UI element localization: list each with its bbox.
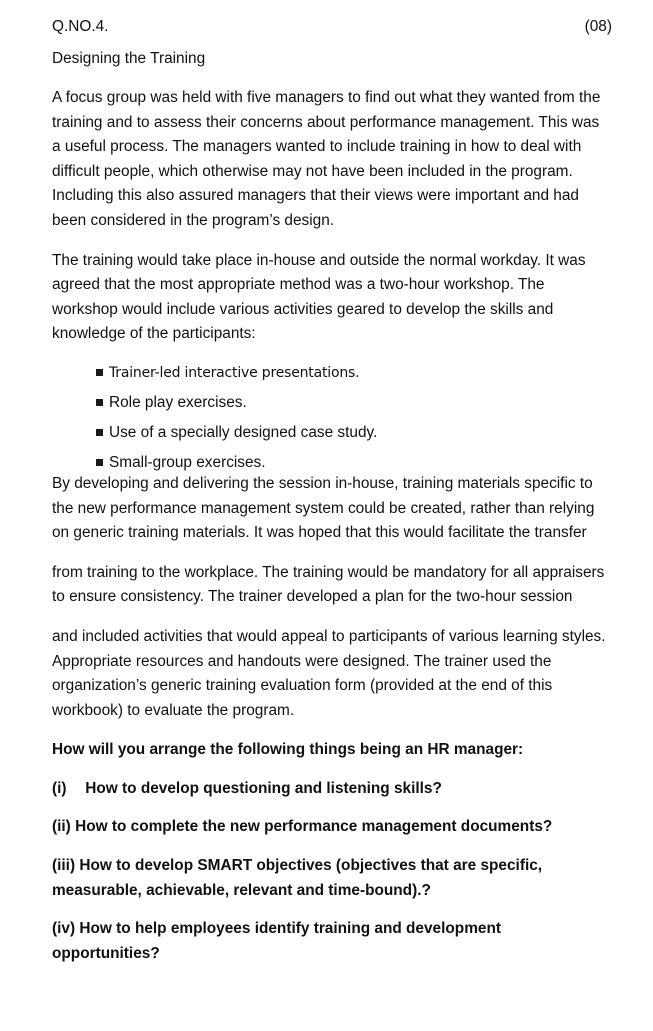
question-item xyxy=(52,854,612,903)
list-item xyxy=(96,418,612,448)
question-item-text: How to complete the new performance management documents? xyxy=(75,818,553,836)
question-item xyxy=(52,917,612,966)
paragraph-learning-styles: and included activities that would appeal to participants of various learning styles. Appropriate resources and handouts were designed. The trainer used the organization’s generic training evaluation form (provided at the end of this workbook) to evaluate the program. xyxy=(52,627,606,719)
list-item xyxy=(96,388,612,418)
list-item-text: Role play exercises. xyxy=(109,393,247,411)
list-item-text: Small-group exercises. xyxy=(109,453,266,471)
question-marks: (08) xyxy=(584,18,612,35)
task-prompt: How will you arrange the following things being an HR manager: xyxy=(52,741,524,759)
bullet-square-icon xyxy=(96,459,103,466)
activity-list xyxy=(96,358,612,478)
question-header xyxy=(52,15,612,40)
list-item xyxy=(96,358,612,388)
question-item-number: (iv) xyxy=(52,920,76,938)
question-item-text: How to help employees identify training and development opportunities? xyxy=(52,920,501,962)
section-title: Designing the Training xyxy=(52,50,206,67)
paragraph-training-method: The training would take place in-house and outside the normal workday. It was agreed that the most appropriate method was a two-hour workshop. The workshop would include various activities geared to develop the skills and knowledge of the participants: xyxy=(52,251,586,343)
question-number: Q.NO.4. xyxy=(52,18,109,35)
question-item-text: How to develop questioning and listening skills? xyxy=(85,779,442,797)
paragraph-focus-group: A focus group was held with five managers to find out what they wanted from the training and to assess their concerns about performance management. This was a useful process. The managers wanted to include training in how to deal with difficult people, which otherwise may not have been included in the program. Including this also assured managers that their views were important and had been considered in the program’s design. xyxy=(52,89,601,229)
bullet-square-icon xyxy=(96,429,103,436)
question-item-number: (ii) xyxy=(52,818,71,836)
list-item-text: Trainer-led interactive presentations. xyxy=(109,364,360,381)
paragraph-mandatory: from training to the workplace. The training would be mandatory for all appraisers to ensure consistency. The trainer developed a plan for the two-hour session xyxy=(52,563,605,606)
paragraph-in-house: By developing and delivering the session in-house, training materials specific to the new performance management system could be created, rather than relying on generic training materials. It was hoped that this would facilitate the transfer xyxy=(52,474,595,542)
question-item xyxy=(52,815,612,840)
document-page xyxy=(52,15,612,966)
list-item-text: Use of a specially designed case study. xyxy=(109,423,378,441)
bullet-square-icon xyxy=(96,399,103,406)
question-item-number: (i) xyxy=(52,779,67,797)
bullet-square-icon xyxy=(96,369,103,376)
question-item-text: How to develop SMART objectives (objectives that are specific, measurable, achievable, relevant and time-bound).? xyxy=(52,857,543,899)
question-item-number: (iii) xyxy=(52,857,76,875)
question-item xyxy=(52,777,612,802)
